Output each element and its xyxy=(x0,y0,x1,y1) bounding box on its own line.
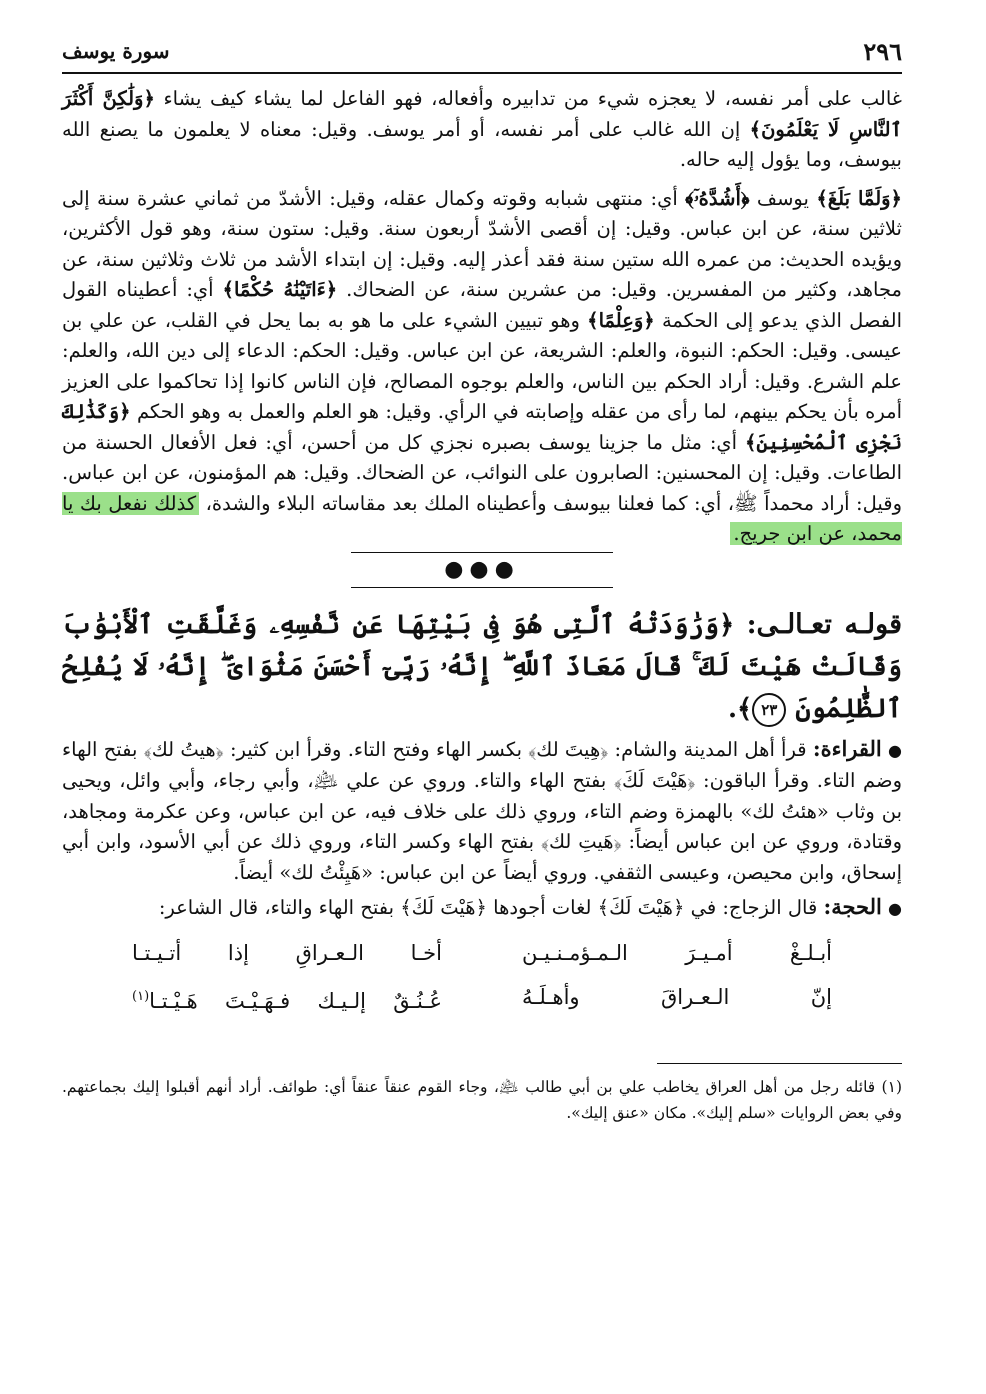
paragraph-1 xyxy=(62,84,902,176)
hujja-label: الحجة: xyxy=(823,894,882,919)
para2-text-2: أي: منتهى شبابه وقوته وكمال عقله، وقيل: الأشدّ من ثماني عشرة سنة إلى ثلاثين سنة، عن ابن عباس. وقيل: إن أقصى الأشدّ أربعون سنة. وقيل: ستون سنة، وهو قول الأكثرين، ويؤيده الحديث: من عمره الله ستين سنة فقد أعذر إليه. وقيل: إن ابتداء الأشد من ثلاث وثلاثين سنة، عن مجاهد، وكثير من المفسرين. وقيل: من عشرين سنة، عن الضحاك. xyxy=(62,186,902,301)
para1-text-1: غالب على أمر نفسه، لا يعجزه شيء من تدابيره وأفعاله، فهو الفاعل لما يشاء كيف يشاء xyxy=(163,87,902,110)
commentary-body xyxy=(62,84,902,550)
quran-quote: ﴿وَلَٰكِنَّ أَكْثَرَ ٱلنَّاسِ لَا يَعْلَمُونَ﴾ xyxy=(62,87,902,141)
verse-close: ﴾. xyxy=(728,693,753,724)
poem-line-2 xyxy=(62,975,902,1023)
quran-quote: ﴿وَلَمَّا بَلَغَ﴾ xyxy=(816,186,902,210)
paragraph-2 xyxy=(62,184,902,550)
footnote: (١) قائله رجل من أهل العراق يخاطب علي بن أبي طالب ﵇، وجاء القوم عنقاً عنقاً أي: طوائف. أراد أنهم أقبلوا إليك بجماعتهم. وفي بعض الروايات «سلم إليك». مكان «عنق إليك». xyxy=(62,1077,902,1122)
footnote-divider xyxy=(657,1063,902,1064)
verse-number-badge: ٢٣ xyxy=(752,693,786,727)
verse-text: ﴿وَرَٰوَدَتْهُ ٱلَّتِى هُوَ فِى بَيْتِهَا عَن نَّفْسِهِۦ وَغَلَّقَتِ ٱلْأَبْوَٰبَ وَقَالَتْ هَيْتَ لَكَ ۚ قَالَ مَعَاذَ ٱللَّهِ ۖ إِنَّهُۥ رَبِّىٓ أَحْسَنَ مَثْوَاىَ ۖ إِنَّهُۥ لَا يُفْلِحُ ٱلظَّٰلِمُونَ xyxy=(62,609,902,724)
hujja-paragraph xyxy=(62,892,902,925)
para2-text-3: أي: أعطيناه القول الفصل الذي يدعو إلى الحكمة xyxy=(62,278,903,332)
para2-text-4: وهو تبيين الشيء على ما هو به بما يحل في القلب، عن علي بن عيسى. وقيل: الحكم: النبوة، والعلم: الشريعة، عن ابن عباس. وقيل: الحكم: الدعاء إلى دين الله، والعلم: علم الشرع. وقيل: أراد الحكم بين الناس، والعلم بوجوه المصالح، فإن الناس كانوا إذا تحاكموا على العزيز أمره بأن يحكم بينهم، لما رأى من عقله وإصابته في الرأي. وقيل: هو العلم والعمل به وهو الحكم xyxy=(62,308,902,423)
verse-intro: قولـه تعـالـى: xyxy=(746,608,902,640)
para2-text-1: يوسف xyxy=(749,186,809,210)
quran-quote: ﴿وَعِلْمًا﴾ xyxy=(587,308,655,332)
hemistich-1a: أبـلـغْ أمـيـرَ الـمـؤمـنـيـن xyxy=(522,940,832,965)
section-separator xyxy=(62,552,902,588)
hemistich-2a: إنّ الـعـراقَ وأهـلَـهُ xyxy=(522,984,832,1009)
hemistich-2b-text: عُـنُـقٌ إلـيـك فـهَـيْـتَ هَـيْـتـا xyxy=(149,988,442,1013)
poem xyxy=(62,931,902,1023)
hemistich-1b: أخـا الـعـراقِ إذا أتـيـتـا xyxy=(132,940,442,965)
quran-quote: ﴿أَشُدَّهُۥٓ﴾ xyxy=(685,186,750,210)
bullet-icon: ● xyxy=(888,899,902,918)
running-header xyxy=(62,30,902,74)
page-number: ٢٩٦ xyxy=(863,36,902,66)
footnote-marker: (١) xyxy=(132,988,150,1004)
poem-line-1 xyxy=(62,931,902,975)
qiraa-text: قرأ أهل المدينة والشام: ﴿هِيتَ لك﴾ بكسر الهاء وفتح التاء. وقرأ ابن كثير: ﴿هيتُ لك﴾ بفتح الهاء وضم التاء. وقرأ الباقون: ﴿هَيْتَ لَكَ﴾ بفتح الهاء والتاء. وروي عن علي ﵇، وأبي رجاء، وأبي وائل، ويحيى بن وثاب «هئتُ لك» بالهمزة وضم التاء، وروي ذلك على خلاف فيه، عن ابن عباس، وعن عكرمة ومجاهد، وقتادة، وروي عن ابن عباس أيضاً: ﴿هَيتِ لك﴾ بفتح الهاء وكسر التاء، وروي ذلك عن أبي الأسود، وابن أبي إسحاق، وابن محيصن، وعيسى الثقفي. وروي أيضاً عن ابن عباس: «هَيِئْتُ لك» أيضاً. xyxy=(62,737,902,884)
separator-dots: ●●● xyxy=(351,552,613,588)
para1-text-2: إن الله غالب على أمر نفسه، أو أمر يوسف. وقيل: معناه لا يعلمون ما يصنع الله بيوسف، وما يؤول إليه حاله. xyxy=(62,117,902,171)
surah-title: سورة يوسف xyxy=(62,39,170,63)
hujja-text: قال الزجاج: في ﴿هَيْتَ لَكَ﴾ لغات أجودها ﴿هَيْتَ لَكَ﴾ بفتح الهاء والتاء، قال الشاعر: xyxy=(158,896,818,919)
qiraa-label: القراءة: xyxy=(812,735,882,761)
bullet-icon: ● xyxy=(888,740,903,760)
hemistich-2b xyxy=(132,975,442,1023)
book-page xyxy=(62,30,902,1370)
qiraa-paragraph xyxy=(62,734,902,889)
quran-quote: ﴿ءَاتَيْنَٰهُ حُكْمًا﴾ xyxy=(222,278,338,301)
highlighted-text: كذلك نفعل بك يا محمد، عن ابن جريج. xyxy=(62,491,902,545)
readings-section xyxy=(62,734,902,925)
verse-block xyxy=(62,604,902,730)
quran-quote: ﴿وَكَذَٰلِكَ نَجْزِى ٱلْمُحْسِنِينَ﴾ xyxy=(62,400,903,454)
para2-text-5: أي: مثل ما جزينا يوسف بصبره نجزي كل من أحسن، أي: فعل الأفعال الحسنة من الطاعات. وقيل: إن المحسنين: الصابرون على النوائب، عن الضحاك. وقيل: هم المؤمنون، عن ابن عباس. وقيل: أراد محمداً ﷺ، أي: كما فعلنا بيوسف وأعطيناه الملك بعد مقاساته البلاء والشدة، xyxy=(62,430,903,515)
